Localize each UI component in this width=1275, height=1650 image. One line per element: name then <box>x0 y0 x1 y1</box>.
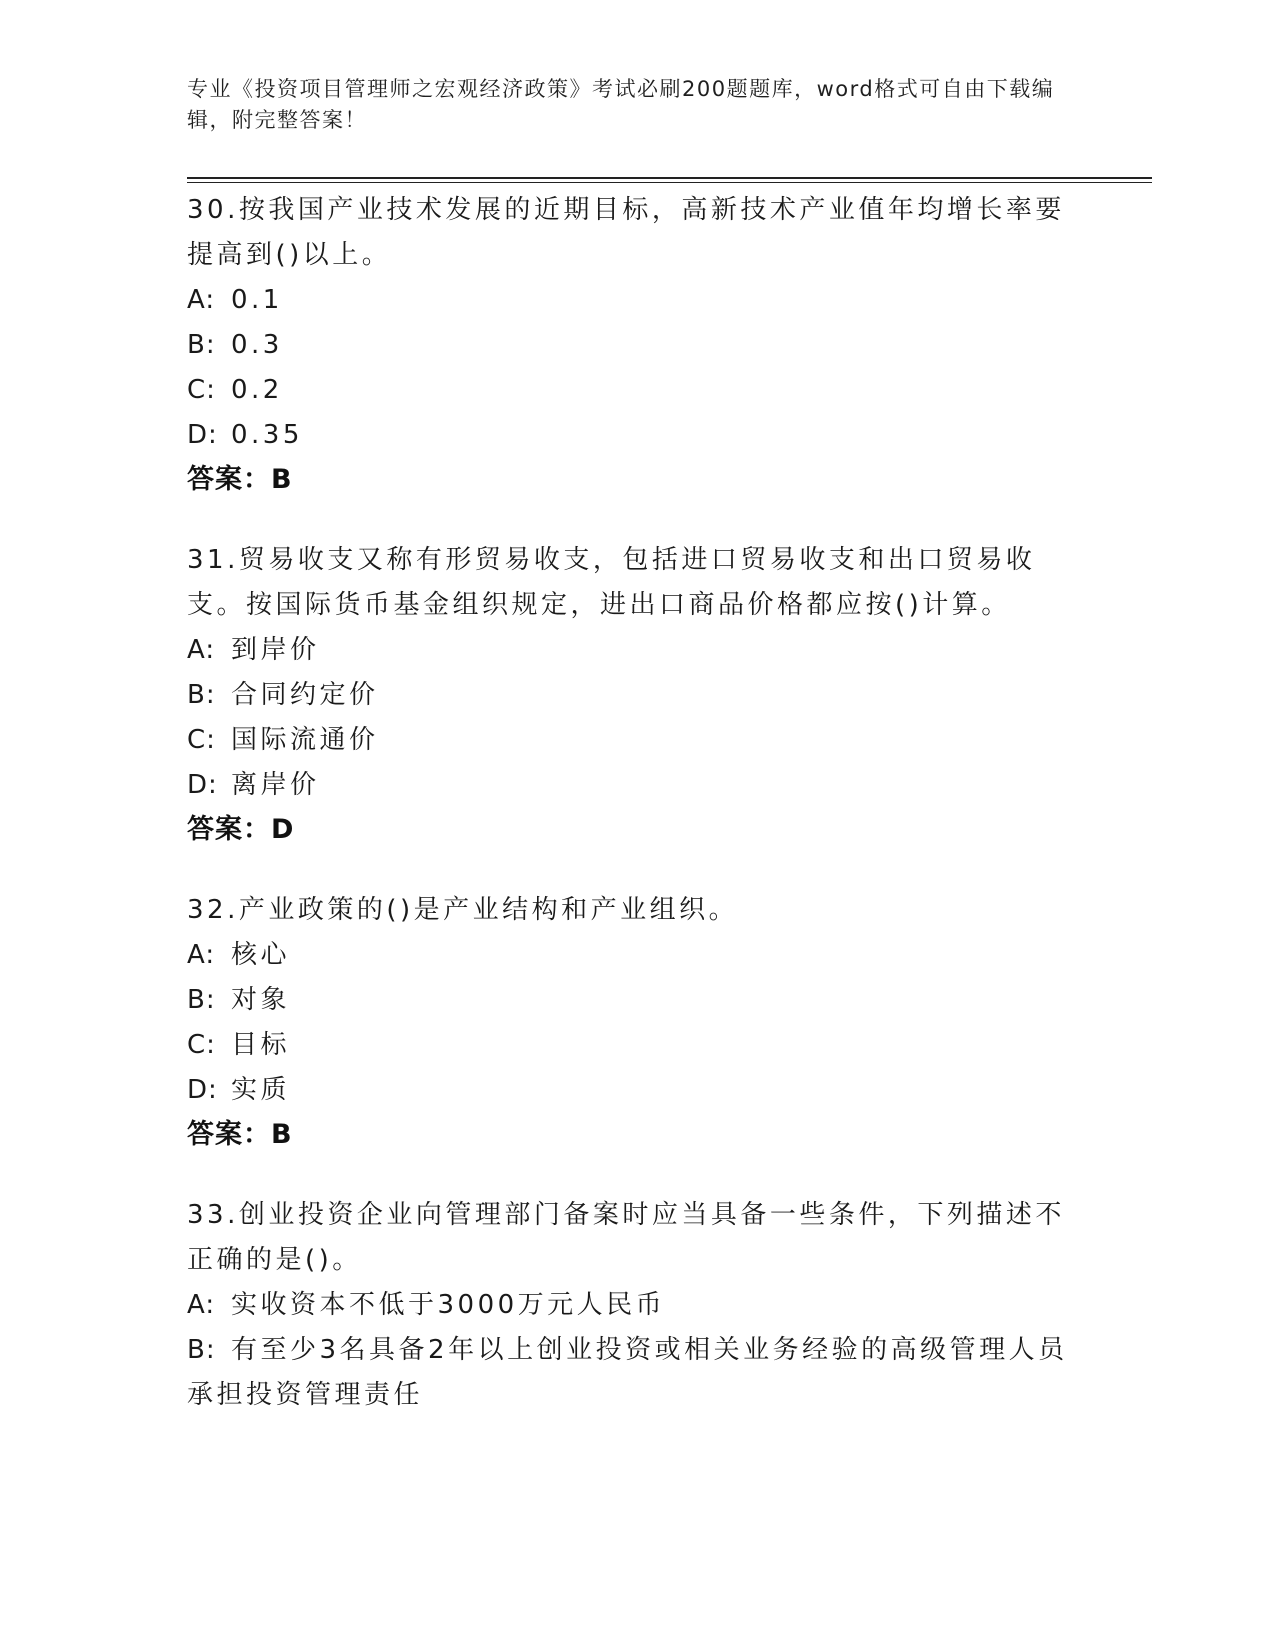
answer-value: B <box>271 1119 293 1150</box>
option-c <box>187 1023 1077 1068</box>
question-stem: 33.创业投资企业向管理部门备案时应当具备一些条件，下列描述不正确的是()。 <box>187 1200 1065 1275</box>
question-stem: 30.按我国产业技术发展的近期目标，高新技术产业值年均增长率要提高到()以上。 <box>187 195 1065 270</box>
option-label: C: <box>187 375 216 405</box>
option-label: A: <box>187 1290 216 1320</box>
option-a <box>187 1283 1077 1328</box>
question-31 <box>187 538 1077 851</box>
option-text: 合同约定价 <box>231 680 379 710</box>
answer-label: 答案： <box>187 814 271 845</box>
option-text: 离岸价 <box>231 770 320 800</box>
option-d <box>187 1068 1077 1113</box>
option-text: 0.1 <box>231 285 283 315</box>
document-header: 专业《投资项目管理师之宏观经济政策》考试必刷200题题库，word格式可自由下载编辑，附完整答案！ <box>187 77 1055 132</box>
answer-value: B <box>271 464 293 495</box>
option-label: A: <box>187 940 216 970</box>
header-divider-thick <box>187 177 1152 179</box>
option-text: 核心 <box>231 940 291 970</box>
question-list <box>187 188 1077 1455</box>
question-stem: 31.贸易收支又称有形贸易收支，包括进口贸易收支和出口贸易收支。按国际货币基金组织规定，进出口商品价格都应按()计算。 <box>187 545 1036 620</box>
answer-line <box>187 808 1077 851</box>
answer-label: 答案： <box>187 1119 271 1150</box>
option-text: 实质 <box>231 1075 291 1105</box>
option-label: D: <box>187 1075 218 1105</box>
option-label: B: <box>187 330 216 360</box>
option-label: C: <box>187 725 216 755</box>
option-text: 0.3 <box>231 330 283 360</box>
option-label: A: <box>187 285 216 315</box>
option-c <box>187 718 1077 763</box>
option-c <box>187 368 1077 413</box>
option-label: B: <box>187 680 216 710</box>
option-text: 0.35 <box>231 420 303 450</box>
option-text: 0.2 <box>231 375 283 405</box>
header-divider-thin <box>187 182 1152 183</box>
question-33 <box>187 1193 1077 1418</box>
option-text: 实收资本不低于3000万元人民币 <box>231 1290 666 1320</box>
option-label: D: <box>187 770 218 800</box>
option-d <box>187 413 1077 458</box>
option-a <box>187 278 1077 323</box>
question-stem: 32.产业政策的()是产业结构和产业组织。 <box>187 895 739 925</box>
option-text: 目标 <box>231 1030 291 1060</box>
answer-line <box>187 458 1077 501</box>
option-d <box>187 763 1077 808</box>
option-b <box>187 978 1077 1023</box>
option-a <box>187 933 1077 978</box>
option-text: 到岸价 <box>231 635 320 665</box>
option-b <box>187 323 1077 368</box>
question-32 <box>187 888 1077 1156</box>
option-label: B: <box>187 1335 216 1365</box>
option-label: C: <box>187 1030 216 1060</box>
option-b <box>187 1328 1077 1418</box>
option-b <box>187 673 1077 718</box>
option-text: 有至少3名具备2年以上创业投资或相关业务经验的高级管理人员承担投资管理责任 <box>187 1335 1068 1410</box>
option-label: A: <box>187 635 216 665</box>
answer-value: D <box>271 814 295 845</box>
option-label: D: <box>187 420 218 450</box>
option-label: B: <box>187 985 216 1015</box>
option-text: 国际流通价 <box>231 725 379 755</box>
question-30 <box>187 188 1077 501</box>
answer-line <box>187 1113 1077 1156</box>
option-text: 对象 <box>231 985 291 1015</box>
option-a <box>187 628 1077 673</box>
answer-label: 答案： <box>187 464 271 495</box>
